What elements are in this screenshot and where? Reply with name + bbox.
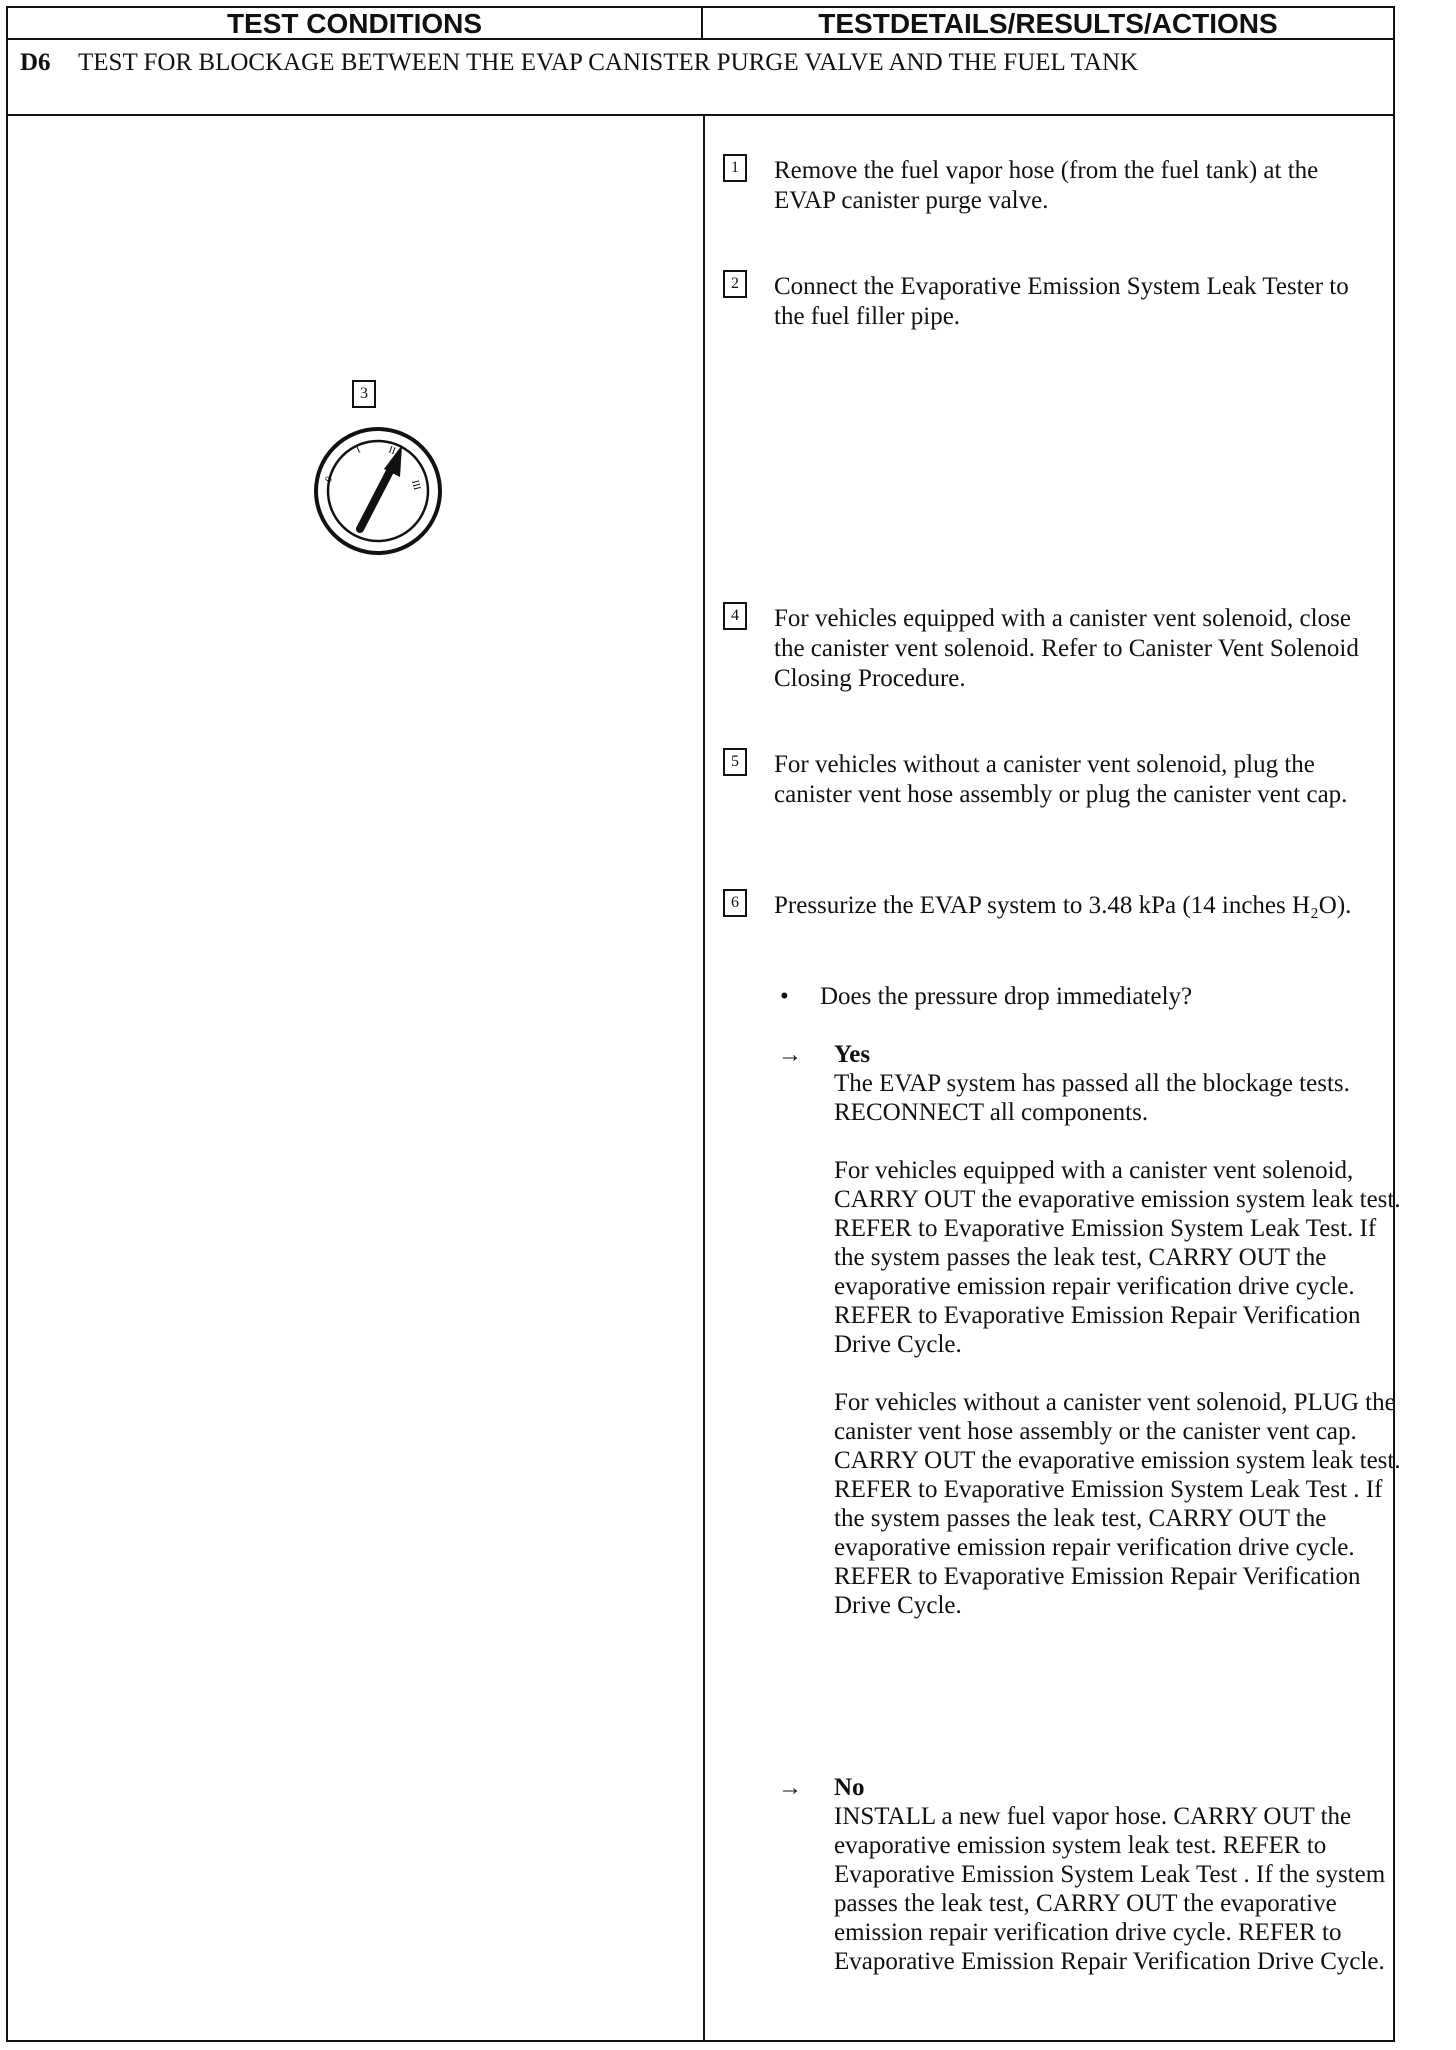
step-4-box: 4 — [723, 602, 747, 630]
step-6-box: 6 — [723, 889, 747, 917]
test-title: TEST FOR BLOCKAGE BETWEEN THE EVAP CANISTER PURGE VALVE AND THE FUEL TANK — [78, 49, 1139, 76]
answer-yes-para-1: The EVAP system has passed all the blockage tests. RECONNECT all components. — [834, 1070, 1350, 1126]
switch-position-0: 0 — [323, 474, 336, 485]
column-divider — [703, 116, 705, 2042]
bullet-icon: • — [780, 983, 789, 1010]
answer-no-text: INSTALL a new fuel vapor hose. CARRY OUT the evaporative emission system leak test. REFER to Evaporative Emission System Leak Test . If the system passes the leak test, CARRY OUT the evaporative emission repair verification drive cycle. REFER to Evaporative Emission Repair Verification Drive Cycle. — [834, 1803, 1386, 1975]
header-test-conditions: TEST CONDITIONS — [8, 8, 703, 38]
answer-yes — [834, 1040, 1404, 1620]
step-5-box: 5 — [723, 748, 747, 776]
step-4-text: For vehicles equipped with a canister vent solenoid, close the canister vent solenoid. Refer to Canister Vent Solenoid Closing Procedure. — [774, 605, 1359, 692]
switch-position-2: II — [386, 444, 398, 458]
step-1-box: 1 — [723, 154, 747, 182]
answer-yes-para-2: For vehicles equipped with a canister vent solenoid, CARRY OUT the evaporative emission system leak test. REFER to Evaporative Emission System Leak Test. If the system passes the leak test, CARRY OUT the evaporative emission repair verification drive cycle. REFER to Evaporative Emission Repair Verification Drive Cycle. — [834, 1157, 1401, 1358]
step-3-box: 3 — [352, 380, 376, 408]
answer-no — [834, 1773, 1404, 1976]
step-6-text: Pressurize the EVAP system to 3.48 kPa (14 inches H₂O). — [774, 892, 1352, 919]
step-2-text: Connect the Evaporative Emission System Leak Tester to the fuel filler pipe. — [774, 273, 1349, 330]
step-1-text: Remove the fuel vapor hose (from the fuel tank) at the EVAP canister purge valve. — [774, 157, 1319, 214]
test-code: D6 — [20, 49, 51, 76]
step-2-box: 2 — [723, 270, 747, 298]
answer-yes-label: Yes — [834, 1041, 871, 1068]
table-header — [8, 8, 1393, 40]
test-conditions-panel — [8, 116, 703, 2042]
arrow-right-icon: → — [778, 1775, 802, 1801]
ignition-switch-icon — [308, 421, 448, 561]
switch-position-3: III — [409, 478, 423, 492]
switch-position-1: I — [354, 444, 363, 456]
step-5-text: For vehicles without a canister vent solenoid, plug the canister vent hose assembly or plug the canister vent cap. — [774, 751, 1348, 808]
test-title-row — [8, 40, 1393, 116]
answer-yes-para-3: For vehicles without a canister vent solenoid, PLUG the canister vent hose assembly or the canister vent cap. CARRY OUT the evaporative emission system leak test. REFER to Evaporative Emission System Leak Test . If the system passes the leak test, CARRY OUT the evaporative emission repair verification drive cycle. REFER to Evaporative Emission Repair Verification Drive Cycle. — [834, 1389, 1401, 1619]
answer-no-label: No — [834, 1774, 865, 1801]
question-text: Does the pressure drop immediately? — [820, 983, 1193, 1010]
procedure-table — [6, 6, 1401, 2042]
arrow-right-icon: → — [778, 1042, 802, 1068]
header-test-details: TESTDETAILS/RESULTS/ACTIONS — [818, 8, 1278, 39]
